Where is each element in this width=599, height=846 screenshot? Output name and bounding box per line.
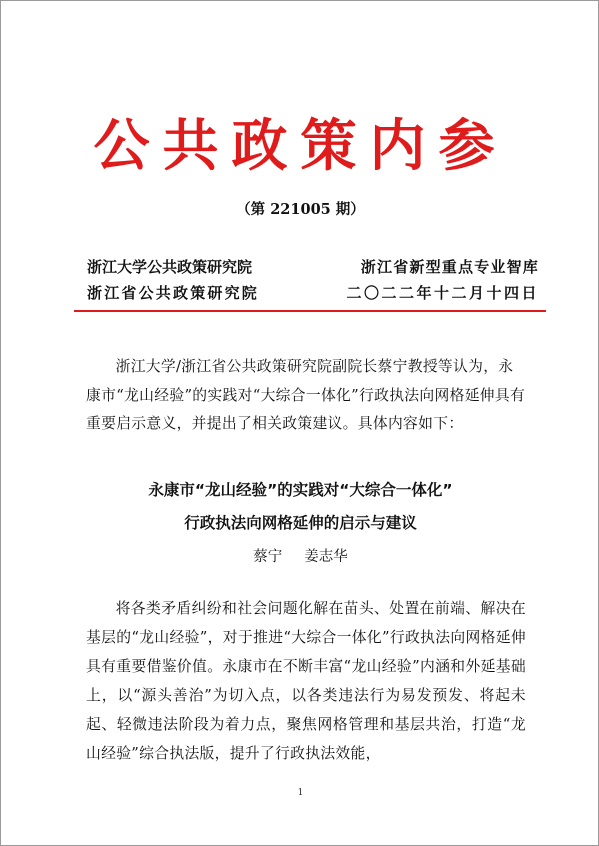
article-title-line-2: 行政执法向网格延伸的启示与建议 bbox=[184, 514, 417, 532]
org-name-province: 浙江省公共政策研究院 bbox=[87, 284, 260, 302]
org-name-zju: 浙江大学公共政策研究院 bbox=[87, 258, 253, 276]
org-row-2 bbox=[87, 282, 539, 304]
org-row-1 bbox=[87, 256, 539, 278]
issue-date: 二〇二二年十二月十四日 bbox=[346, 284, 539, 302]
article-title-line-1: 永康市“龙山经验”的实践对“大综合一体化” bbox=[148, 481, 453, 499]
body-paragraph: 将各类矛盾纠纷和社会问题化解在苗头、处置在前端、解决在基层的“龙山经验”，对于推进“大综合一体化”行政执法向网格延伸具有重要借鉴价值。永康市在不断丰富“龙山经验”内涵和外延基础上，以“源头善治”为切入点，以各类违法行为易发预发、将起未起、轻微违法阶段为着力点，聚焦网格管理和基层共治，打造“龙山经验”综合执法版，提升了行政执法效能， bbox=[86, 600, 526, 762]
author-name: 蔡宁 bbox=[253, 549, 283, 565]
red-divider bbox=[74, 310, 546, 312]
intro-paragraph: 浙江大学/浙江省公共政策研究院副院长蔡宁教授等认为，永康市“龙山经验”的实践对“大综合一体化”行政执法向网格延伸具有重要启示意义，并提出了相关政策建议。具体内容如下： bbox=[86, 358, 526, 432]
issue-number: （第 221005 期） bbox=[236, 201, 365, 218]
org-think-tank: 浙江省新型重点专业智库 bbox=[360, 258, 539, 276]
author-name: 姜志华 bbox=[304, 549, 348, 565]
authors bbox=[1, 546, 599, 568]
masthead-title: 公共政策内参 bbox=[93, 113, 508, 179]
page-number: 1 bbox=[297, 788, 304, 798]
